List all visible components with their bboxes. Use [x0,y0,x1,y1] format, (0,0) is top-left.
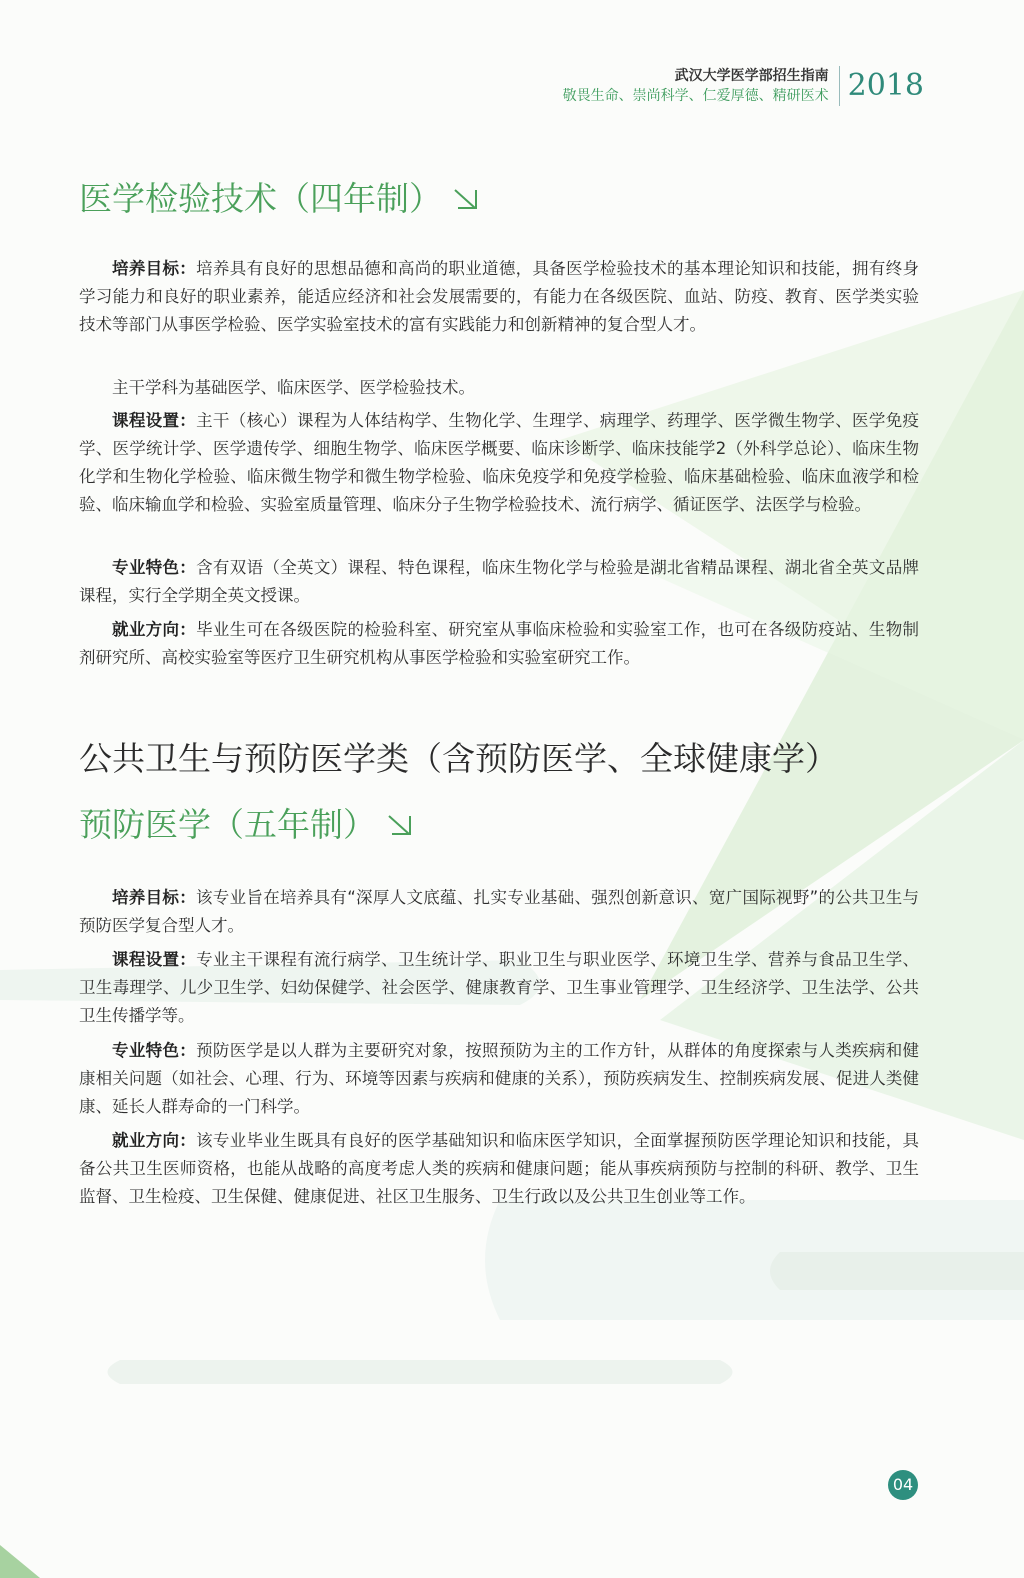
paragraph-label: 专业特色： [112,1041,197,1060]
category-title [79,737,838,781]
paragraph-main-disciplines [79,374,919,402]
page-number: 04 [888,1470,918,1500]
paragraph-training-goal [79,255,919,339]
section-title-lab-medicine [79,177,480,221]
header-divider [839,66,840,106]
paragraph-career [79,1127,919,1211]
header-year: 2018 [847,68,924,103]
paragraph-text: 主干（核心）课程为人体结构学、生物化学、生理学、病理学、药理学、医学微生物学、医学免疫学、医学统计学、医学遗传学、细胞生物学、临床医学概要、临床诊断学、临床技能学2（外科学总论）、临床生物化学和生物化学检验、临床微生物学和微生物学检验、临床免疫学和免疫学检验、临床基础检验、临床血液学和检验、临床输血学和检验、实验室质量管理、临床分子生物学检验技术、流行病学、循证医学、法医学与检验。 [79,411,920,514]
paragraph-text: 主干学科为基础医学、临床医学、医学检验技术。 [112,378,475,397]
paragraph-label: 培养目标： [112,888,196,907]
paragraph-label: 课程设置： [112,411,197,430]
paragraph-career [79,616,919,672]
paragraph-label: 课程设置： [112,950,197,969]
arrow-down-right-icon [386,811,414,839]
paragraph-text: 该专业毕业生既具有良好的医学基础知识和临床医学知识，全面掌握预防医学理论知识和技能，具备公共卫生医师资格，也能从战略的高度考虑人类的疾病和健康问题；能从事疾病预防与控制的科研、教学、卫生监督、卫生检疫、卫生保健、健康促进、社区卫生服务、卫生行政以及公共卫生创业等工作。 [79,1131,920,1206]
paragraph-curriculum [79,407,919,519]
paragraph-features [79,554,919,610]
paragraph-text: 毕业生可在各级医院的检验科室、研究室从事临床检验和实验室工作，也可在各级防疫站、生物制剂研究所、高校实验室等医疗卫生研究机构从事医学检验和实验室研究工作。 [79,620,920,667]
paragraph-label: 就业方向： [112,1131,197,1150]
paragraph-text: 培养具有良好的思想品德和高尚的职业道德，具备医学检验技术的基本理论知识和技能，拥有终身学习能力和良好的职业素养，能适应经济和社会发展需要的，有能力在各级医院、血站、防疫、教育、医学类实验技术等部门从事医学检验、医学实验室技术的富有实践能力和创新精神的复合型人才。 [79,259,920,334]
paragraph-text: 含有双语（全英文）课程、特色课程，临床生物化学与检验是湖北省精品课程、湖北省全英文品牌课程，实行全学期全英文授课。 [79,558,920,605]
paragraph-text: 该专业旨在培养具有“深厚人文底蕴、扎实专业基础、强烈创新意识、宽广国际视野”的公共卫生与预防医学复合型人才。 [79,888,919,935]
paragraph-label: 专业特色： [112,558,197,577]
paragraph-features [79,1037,919,1121]
paragraph-label: 培养目标： [112,259,197,278]
section-title-text: 医学检验技术（四年制） [79,179,442,218]
page-header [563,64,924,108]
arrow-down-right-icon [452,185,480,213]
section-title-preventive-medicine [79,803,414,847]
category-title-text: 公共卫生与预防医学类（含预防医学、全球健康学） [79,739,838,778]
paragraph-curriculum [79,946,919,1030]
paragraph-label: 就业方向： [112,620,197,639]
paragraph-text: 预防医学是以人群为主要研究对象，按照预防为主的工作方针，从群体的角度探索与人类疾病和健康相关问题（如社会、心理、行为、环境等因素与疾病和健康的关系），预防疾病发生、控制疾病发展、促进人类健康、延长人群寿命的一门科学。 [79,1041,920,1116]
header-title: 武汉大学医学部招生指南 [674,68,829,84]
paragraph-text: 专业主干课程有流行病学、卫生统计学、职业卫生与职业医学、环境卫生学、营养与食品卫生学、卫生毒理学、儿少卫生学、妇幼保健学、社会医学、健康教育学、卫生事业管理学、卫生经济学、卫生法学、公共卫生传播学等。 [79,950,920,1025]
section-title-text: 预防医学（五年制） [79,805,376,844]
paragraph-training-goal [79,884,919,940]
header-slogan: 敬畏生命、崇尚科学、仁爱厚德、精研医术 [562,88,829,104]
